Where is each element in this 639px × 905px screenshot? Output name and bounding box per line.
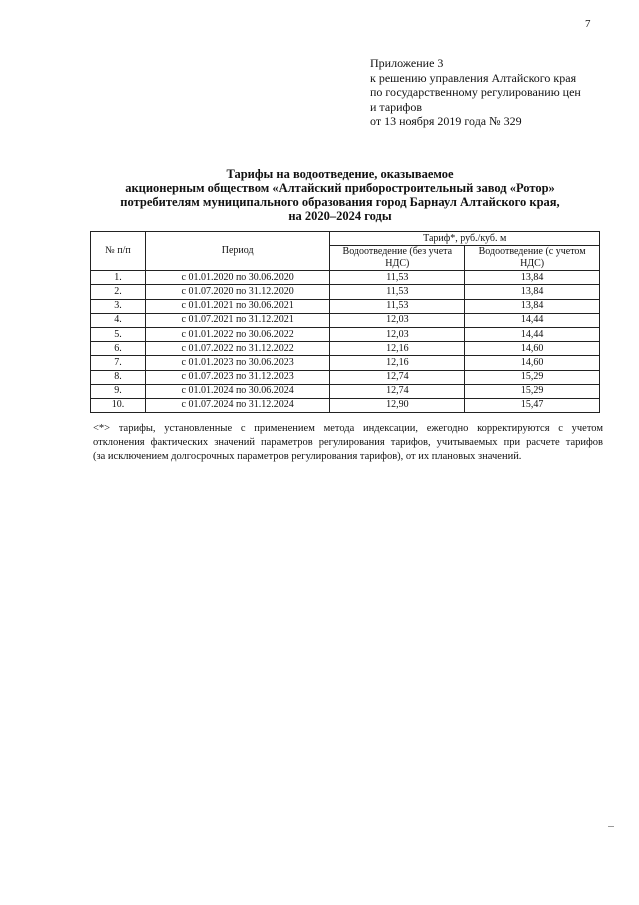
- row-num: 7.: [91, 356, 146, 370]
- scan-mark: [608, 826, 614, 827]
- row-period: с 01.07.2020 по 31.12.2020: [145, 285, 330, 299]
- row-period: с 01.07.2022 по 31.12.2022: [145, 342, 330, 356]
- row-vat: 13,84: [465, 285, 600, 299]
- row-no-vat: 12,74: [330, 370, 465, 384]
- document-title: [40, 167, 639, 223]
- header-period: Период: [145, 232, 330, 271]
- table-row: [91, 342, 600, 356]
- row-num: 4.: [91, 313, 146, 327]
- row-vat: 14,44: [465, 313, 600, 327]
- appendix-line: и тарифов: [370, 99, 423, 114]
- appendix-header: [370, 56, 610, 129]
- row-vat: 13,84: [465, 299, 600, 313]
- table-row: [91, 327, 600, 341]
- row-period: с 01.01.2023 по 30.06.2023: [145, 356, 330, 370]
- row-no-vat: 11,53: [330, 271, 465, 285]
- header-no-vat-line: Водоотведение (без учета: [342, 246, 453, 258]
- header-num: № п/п: [91, 232, 146, 271]
- header-tariff: Тариф*, руб./куб. м: [330, 232, 600, 246]
- row-vat: 15,47: [465, 398, 600, 412]
- table-row: [91, 398, 600, 412]
- row-vat: 14,60: [465, 342, 600, 356]
- row-period: с 01.01.2022 по 30.06.2022: [145, 327, 330, 341]
- row-period: с 01.01.2024 по 30.06.2024: [145, 384, 330, 398]
- row-vat: 15,29: [465, 384, 600, 398]
- row-period: с 01.01.2021 по 30.06.2021: [145, 299, 330, 313]
- row-no-vat: 12,90: [330, 398, 465, 412]
- header-no-vat: [330, 246, 465, 271]
- footnote: [93, 422, 603, 464]
- title-line: акционерным обществом «Алтайский приборостроительный завод «Ротор»: [125, 181, 555, 195]
- row-vat: 15,29: [465, 370, 600, 384]
- footnote-line: отклонения фактических значений параметров регулирования тарифов, учитываемых при расчете тарифов: [93, 437, 603, 448]
- title-line: на 2020–2024 годы: [288, 209, 392, 223]
- row-num: 10.: [91, 398, 146, 412]
- title-line: потребителям муниципального образования город Барнаул Алтайского края,: [120, 195, 560, 209]
- row-period: с 01.07.2024 по 31.12.2024: [145, 398, 330, 412]
- row-period: с 01.01.2020 по 30.06.2020: [145, 271, 330, 285]
- row-num: 2.: [91, 285, 146, 299]
- row-num: 8.: [91, 370, 146, 384]
- header-vat: [465, 246, 600, 271]
- table-row: [91, 299, 600, 313]
- row-no-vat: 11,53: [330, 285, 465, 299]
- row-vat: 14,44: [465, 327, 600, 341]
- header-vat-line: Водоотведение (с учетом: [478, 246, 586, 258]
- row-num: 5.: [91, 327, 146, 341]
- table-row: [91, 271, 600, 285]
- tariff-table: [90, 231, 600, 413]
- row-vat: 13,84: [465, 271, 600, 285]
- appendix-line: по государственному регулированию цен: [370, 85, 581, 99]
- row-period: с 01.07.2023 по 31.12.2023: [145, 370, 330, 384]
- row-no-vat: 11,53: [330, 299, 465, 313]
- table-row: [91, 384, 600, 398]
- row-num: 1.: [91, 271, 146, 285]
- table-row: [91, 356, 600, 370]
- row-no-vat: 12,03: [330, 327, 465, 341]
- page-number: 7: [585, 18, 591, 30]
- row-num: 3.: [91, 299, 146, 313]
- row-no-vat: 12,16: [330, 342, 465, 356]
- title-line: Тарифы на водоотведение, оказываемое: [226, 167, 454, 181]
- table-row: [91, 285, 600, 299]
- appendix-line: от 13 ноября 2019 года № 329: [370, 114, 522, 128]
- row-period: с 01.07.2021 по 31.12.2021: [145, 313, 330, 327]
- footnote-line: (за исключением долгосрочных параметров регулирования тарифов), от их плановых значений.: [93, 451, 522, 462]
- row-no-vat: 12,03: [330, 313, 465, 327]
- appendix-line: к решению управления Алтайского края: [370, 70, 577, 85]
- row-no-vat: 12,74: [330, 384, 465, 398]
- appendix-line: Приложение 3: [370, 56, 444, 70]
- header-no-vat-line: НДС): [385, 258, 410, 270]
- table-row: [91, 370, 600, 384]
- row-num: 9.: [91, 384, 146, 398]
- row-vat: 14,60: [465, 356, 600, 370]
- row-num: 6.: [91, 342, 146, 356]
- table-row: [91, 313, 600, 327]
- row-no-vat: 12,16: [330, 356, 465, 370]
- header-vat-line: НДС): [520, 258, 545, 270]
- footnote-line: <*> тарифы, установленные с применением метода индексации, ежегодно корректируются с учетом: [93, 423, 603, 434]
